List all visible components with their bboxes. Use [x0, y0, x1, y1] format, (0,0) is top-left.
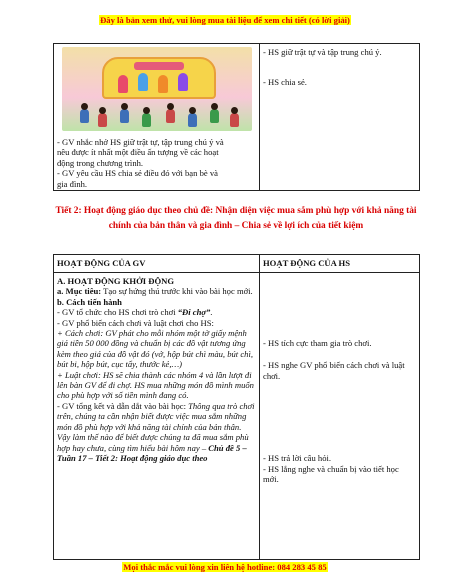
game-line: - GV tổ chức cho HS chơi trò chơi “Đi chợ”.	[57, 307, 213, 318]
preview-notice: Đây là bản xem thử, vui lòng mua tài liệu để xem chi tiết (có lời giải)	[100, 15, 350, 25]
column-header-hs: HOẠT ĐỘNG CỦA HS	[260, 255, 420, 273]
hs-line: - HS tích cực tham gia trò chơi.	[263, 338, 372, 348]
gv-line: nêu được ít nhất một điều ấn tượng về các hoạt	[57, 147, 219, 158]
section-title: A. HOẠT ĐỘNG KHỞI ĐỘNG	[57, 276, 175, 286]
gv-line: - GV nhắc nhở HS giữ trật tự, tập trung chú ý và	[57, 137, 224, 147]
hs-line: - HS lắng nghe và chuẩn bị vào tiết học mới.	[263, 463, 399, 485]
hs-line: - HS trả lời câu hỏi.	[263, 453, 332, 464]
activity-table	[53, 254, 420, 560]
hs-line: - HS chia sẻ.	[263, 77, 307, 88]
hs-cell	[260, 44, 420, 191]
summary: - GV tổng kết và dẫn dắt vào bài học: Thông qua trò chơi trên, chúng ta cần nhận biết được việc mua sắm những món đồ phù hợp với khả năng tài chính của bản thân. Vậy làm thế nào để biết được chúng ta đã mua sắm phù hợp hay chưa, cùng tìm hiểu bài hôm nay – Chủ đề 5 – Tuần 17 – Tiết 2: Hoạt động giáo dục theo	[57, 400, 255, 463]
continuation-table	[53, 43, 420, 191]
game-rules: + Luật chơi: HS sẽ chia thành các nhóm 4 và lần lượt đi lên bàn GV để đi chợ. HS mua những món đồ mình muốn cho phù hợp với số tiền mình đang có.	[57, 369, 254, 401]
hotline-notice: Mọi thắc mắc vui lòng xin liên hệ hotline: 084 283 45 85	[123, 562, 327, 572]
gv-cell	[54, 44, 260, 191]
hs-line: - HS nghe GV phổ biến cách chơi và luật chơi.	[263, 360, 405, 381]
gv-line: - GV yêu cầu HS chia sẻ điều đó với bạn bè và	[57, 168, 218, 179]
hs-activity-cell	[260, 273, 420, 560]
performance-illustration	[62, 47, 252, 131]
hs-line: - HS giữ trật tự và tập trung chú ý.	[263, 47, 382, 57]
column-header-gv: HOẠT ĐỘNG CỦA GV	[54, 255, 260, 273]
activity-heading: Tiết 2: Hoạt động giáo dục theo chủ đề: Nhận diện việc mua sắm phù hợp với khả năng tài chính của bản thân và gia đình – Chia sẻ về lợi ích của tiết kiệm	[55, 206, 417, 231]
gv-line: gia đình.	[57, 178, 88, 189]
how-to-play: + Cách chơi: GV phát cho mỗi nhóm một tờ giấy mệnh giá tiền 50 000 đồng và chuẩn bị các đồ vật tương ứng kèm theo giá của đồ vật đó (vở, hộp bút chì màu, bút chì, bút bi, hộp bút, cục tẩy, thước kẻ,…)	[57, 328, 253, 370]
goal: a. Mục tiêu: Tạo sự hứng thú trước khi vào bài học mới.	[57, 286, 253, 297]
method-title: b. Cách tiến hành	[57, 296, 122, 307]
gv-line: động trong chương trình.	[57, 157, 144, 168]
gv-activity-cell	[54, 273, 260, 560]
rules-line: - GV phổ biến cách chơi và luật chơi cho HS:	[57, 317, 214, 328]
